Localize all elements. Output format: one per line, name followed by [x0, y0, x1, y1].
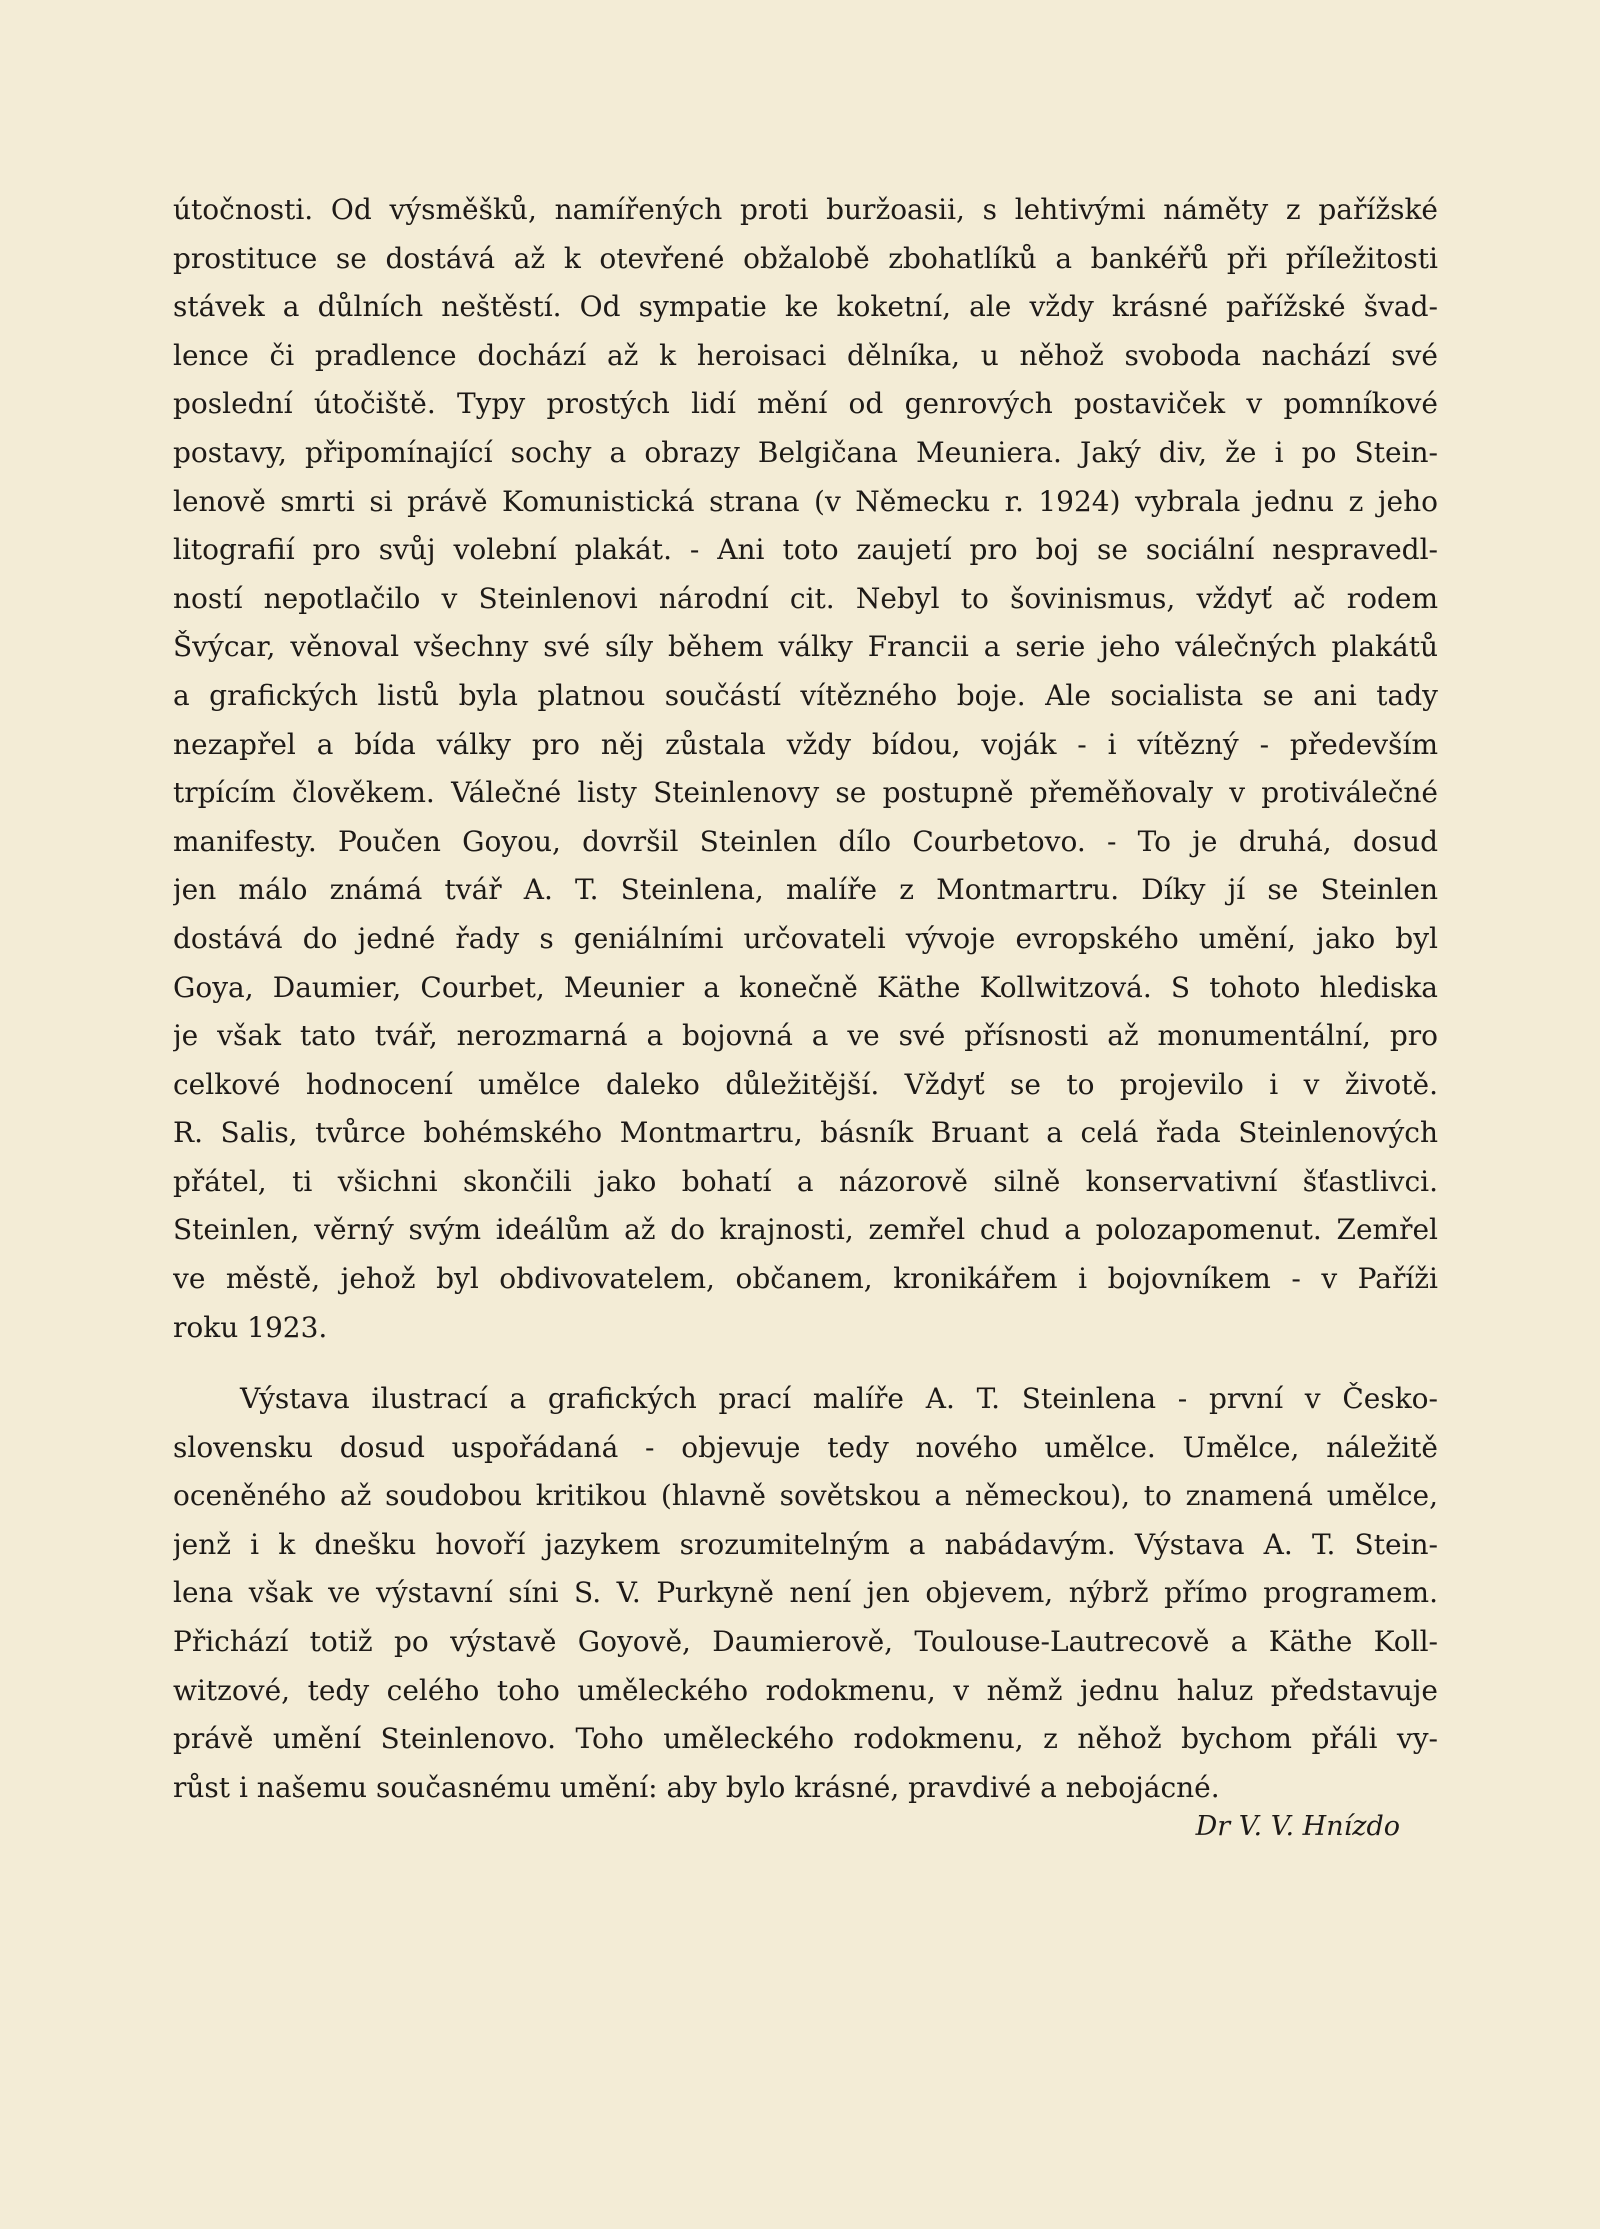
text-line: jen málo známá tvář A. T. Steinlena, malíře z Montmartru. Díky jí se Steinlen	[173, 873, 1438, 907]
text-line: litografií pro svůj volební plakát. - Ani toto zaujetí pro boj se sociální nespravedl-	[173, 533, 1438, 567]
text-line: jenž i k dnešku hovoří jazykem srozumitelným a nabádavým. Výstava A. T. Stein-	[173, 1527, 1438, 1561]
text-line: přátel, ti všichni skončili jako bohatí a názorově silně konservativní šťastlivci.	[173, 1164, 1438, 1198]
text-line: slovensku dosud uspořádaná - objevuje tedy nového umělce. Umělce, náležitě	[173, 1430, 1438, 1464]
text-line: právě umění Steinlenovo. Toho uměleckého rodokmenu, z něhož bychom přáli vy-	[173, 1722, 1438, 1756]
text-line: je však tato tvář, nerozmarná a bojovná a ve své přísnosti až monumentální, pro	[173, 1019, 1438, 1053]
text-line: růst i našemu současnému umění: aby bylo krásné, pravdivé a nebojácné.	[173, 1770, 1220, 1804]
paragraph-1	[173, 186, 1438, 1352]
text-line: roku 1923.	[173, 1310, 328, 1344]
text-line: dostává do jedné řady s geniálními určovateli vývoje evropského umění, jako byl	[173, 921, 1438, 955]
text-line: Přichází totiž po výstavě Goyově, Daumierově, Toulouse-Lautrecově a Käthe Koll-	[173, 1624, 1438, 1658]
text-line: lena však ve výstavní síni S. V. Purkyně není jen objevem, nýbrž přímo programem.	[173, 1576, 1438, 1610]
text-line: manifesty. Poučen Goyou, dovršil Steinlen dílo Courbetovo. - To je druhá, dosud	[173, 824, 1438, 858]
paragraph-2	[173, 1375, 1438, 1812]
text-line: a grafických listů byla platnou součástí vítězného boje. Ale socialista se ani tady	[173, 678, 1438, 712]
text-line: oceněného až soudobou kritikou (hlavně sovětskou a německou), to znamená umělce,	[173, 1479, 1438, 1513]
text-line: útočnosti. Od výsměšků, namířených proti buržoasii, s lehtivými náměty z pařížské	[173, 193, 1438, 226]
text-line: lenově smrti si právě Komunistická strana (v Německu r. 1924) vybrala jednu z jeho	[173, 484, 1438, 518]
text-line: Steinlen, věrný svým ideálům až do krajnosti, zemřel chud a polozapomenut. Zemřel	[173, 1213, 1438, 1247]
text-line: Goya, Daumier, Courbet, Meunier a konečně Käthe Kollwitzová. S tohoto hlediska	[173, 970, 1438, 1004]
text-line: trpícím člověkem. Válečné listy Steinlenovy se postupně přeměňovaly v protiválečné	[173, 776, 1438, 810]
text-line: witzové, tedy celého toho uměleckého rodokmenu, v němž jednu haluz představuje	[173, 1673, 1438, 1707]
text-line: Švýcar, věnoval všechny své síly během války Francii a serie jeho válečných plakátů	[173, 630, 1438, 664]
text-line: poslední útočiště. Typy prostých lidí mění od genrových postaviček v pomníkové	[173, 387, 1438, 421]
text-line: ností nepotlačilo v Steinlenovi národní cit. Nebyl to šovinismus, vždyť ač rodem	[173, 581, 1438, 615]
text-line: lence či pradlence dochází až k heroisaci dělníka, u něhož svoboda nachází své	[173, 338, 1438, 372]
text-line: ve městě, jehož byl obdivovatelem, občanem, kronikářem i bojovníkem - v Paříži	[173, 1262, 1438, 1296]
text-line: nezapřel a bída války pro něj zůstala vždy bídou, voják - i vítězný - především	[173, 727, 1438, 761]
text-line: stávek a důlních neštěstí. Od sympatie ke koketní, ale vždy krásné pařížské švad-	[173, 290, 1438, 324]
author-signature: Dr V. V. Hnízdo	[1195, 1811, 1400, 1842]
text-line: postavy, připomínající sochy a obrazy Belgičana Meuniera. Jaký div, že i po Stein-	[173, 435, 1438, 469]
text-line: R. Salis, tvůrce bohémského Montmartru, básník Bruant a celá řada Steinlenových	[173, 1116, 1438, 1150]
text-line: celkové hodnocení umělce daleko důležitější. Vždyť se to projevilo i v životě.	[173, 1067, 1438, 1101]
text-line: Výstava ilustrací a grafických prací malíře A. T. Steinlena - první v Česko-	[240, 1382, 1438, 1415]
text-line: prostituce se dostává až k otevřené obžalobě zbohatlíků a bankéřů při příležitosti	[173, 241, 1438, 275]
